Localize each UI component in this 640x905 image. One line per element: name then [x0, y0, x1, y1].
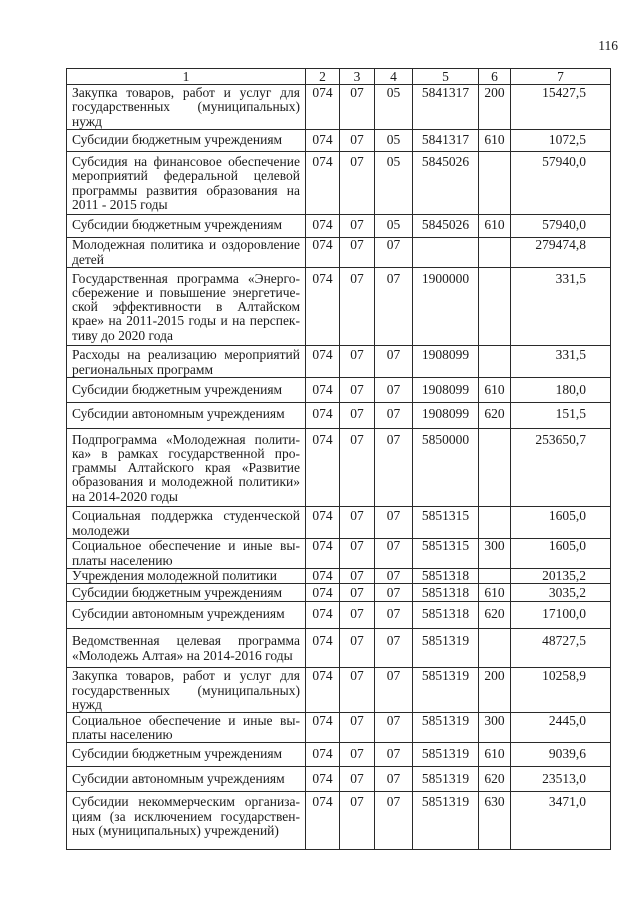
cell-section: 07 [340, 792, 375, 850]
cell-subsection: 07 [375, 584, 413, 602]
cell-expense-type [479, 268, 511, 346]
cell-text-line: региональных программ [72, 361, 213, 377]
cell-section: 07 [340, 85, 375, 130]
cell-text-line: программы развития образования на [72, 182, 300, 198]
cell-expense-name [67, 507, 306, 539]
column-header: 7 [511, 69, 611, 85]
cell-text-line: сбережение и повышение энергетиче- [72, 284, 300, 300]
cell-amount: 48727,5 [511, 629, 611, 668]
cell-text-line: мероприятий федеральной целевой [72, 168, 300, 184]
cell-text-line: молодежи [72, 522, 130, 538]
cell-section: 07 [340, 507, 375, 539]
cell-text-line: нужд [72, 696, 102, 712]
cell-target-item: 5851319 [413, 743, 479, 767]
table-header [67, 69, 611, 85]
cell-expense-type: 610 [479, 215, 511, 238]
table-row [67, 378, 611, 403]
cell-expense-name [67, 268, 306, 346]
cell-expense-name [67, 238, 306, 268]
budget-table [66, 68, 611, 850]
cell-ministry: 074 [306, 130, 340, 152]
cell-expense-type [479, 629, 511, 668]
cell-text-line: Субсидии бюджетным учреждениям [72, 217, 283, 232]
column-header: 2 [306, 69, 340, 85]
cell-expense-name [67, 743, 306, 767]
cell-text-line: Субсидии автономным учреждениям [72, 406, 285, 421]
cell-expense-name [67, 668, 306, 713]
table-row [67, 507, 611, 539]
cell-target-item: 5851319 [413, 668, 479, 713]
cell-ministry: 074 [306, 238, 340, 268]
cell-amount: 3035,2 [511, 584, 611, 602]
table-row [67, 668, 611, 713]
cell-subsection: 07 [375, 403, 413, 429]
cell-text-line: детей [72, 251, 104, 267]
cell-text-line: Учреждения молодежной политики [72, 568, 277, 583]
cell-expense-type: 630 [479, 792, 511, 850]
cell-text-line: Субсидии бюджетным учреждениям [72, 132, 283, 147]
cell-text-line: Субсидия на финансовое обеспечение [72, 154, 300, 169]
cell-subsection: 07 [375, 346, 413, 378]
cell-ministry: 074 [306, 767, 340, 792]
cell-expense-type: 610 [479, 130, 511, 152]
cell-section: 07 [340, 238, 375, 268]
cell-expense-name [67, 152, 306, 215]
column-header: 4 [375, 69, 413, 85]
cell-expense-name [67, 713, 306, 743]
cell-subsection: 07 [375, 668, 413, 713]
cell-ministry: 074 [306, 403, 340, 429]
cell-text-line: платы населению [72, 726, 173, 742]
table-row [67, 792, 611, 850]
cell-ministry: 074 [306, 152, 340, 215]
cell-subsection: 05 [375, 152, 413, 215]
cell-amount: 23513,0 [511, 767, 611, 792]
cell-subsection: 07 [375, 507, 413, 539]
cell-text-line: на 2014-2020 годы [72, 488, 178, 504]
cell-text-line: нужд [72, 113, 102, 129]
cell-section: 07 [340, 584, 375, 602]
cell-ministry: 074 [306, 743, 340, 767]
cell-expense-name [67, 629, 306, 668]
cell-target-item: 5841317 [413, 85, 479, 130]
cell-ministry: 074 [306, 378, 340, 403]
cell-section: 07 [340, 152, 375, 215]
cell-target-item: 5851319 [413, 713, 479, 743]
cell-subsection: 07 [375, 539, 413, 569]
cell-text-line: ка» в рамках государственной про- [72, 445, 300, 461]
cell-text-line: Социальное обеспечение и иные вы- [72, 538, 300, 554]
column-header: 1 [67, 69, 306, 85]
cell-expense-type [479, 152, 511, 215]
cell-expense-name [67, 569, 306, 584]
page-number: 116 [598, 38, 618, 53]
cell-section: 07 [340, 268, 375, 346]
table-row [67, 215, 611, 238]
table-row [67, 346, 611, 378]
table-header-row [67, 69, 611, 85]
cell-ministry: 074 [306, 346, 340, 378]
table-row [67, 713, 611, 743]
cell-subsection: 05 [375, 215, 413, 238]
cell-text-line: ской эффективности в Алтайском [72, 299, 300, 315]
cell-section: 07 [340, 215, 375, 238]
cell-section: 07 [340, 569, 375, 584]
cell-expense-type [479, 429, 511, 507]
cell-subsection: 05 [375, 85, 413, 130]
cell-text-line: Государственная программа «Энерго- [72, 270, 300, 286]
cell-expense-name [67, 429, 306, 507]
cell-subsection: 07 [375, 629, 413, 668]
cell-section: 07 [340, 743, 375, 767]
cell-section: 07 [340, 429, 375, 507]
table-row [67, 268, 611, 346]
cell-expense-type [479, 507, 511, 539]
table-row [67, 152, 611, 215]
cell-amount: 20135,2 [511, 569, 611, 584]
table-row [67, 403, 611, 429]
cell-text-line: платы населению [72, 552, 173, 568]
cell-expense-name [67, 346, 306, 378]
cell-expense-type [479, 346, 511, 378]
column-header: 5 [413, 69, 479, 85]
cell-amount: 9039,6 [511, 743, 611, 767]
cell-text-line: Субсидии бюджетным учреждениям [72, 745, 283, 761]
table-row [67, 85, 611, 130]
table-row [67, 238, 611, 268]
cell-section: 07 [340, 767, 375, 792]
cell-expense-name [67, 403, 306, 429]
cell-text-line: крае» на 2011-2015 годы и на перспек- [72, 313, 300, 329]
cell-text-line: «Молодежь Алтая» на 2014-2016 годы [72, 647, 293, 663]
cell-text-line: Подпрограмма «Молодежная полити- [72, 431, 300, 447]
cell-subsection: 07 [375, 743, 413, 767]
cell-ministry: 074 [306, 713, 340, 743]
cell-target-item: 5851318 [413, 584, 479, 602]
cell-target-item: 1900000 [413, 268, 479, 346]
cell-target-item: 5851319 [413, 792, 479, 850]
cell-text-line: Субсидии автономным учреждениям [72, 606, 285, 622]
cell-section: 07 [340, 668, 375, 713]
cell-amount: 10258,9 [511, 668, 611, 713]
cell-text-line: ных (муниципальных) учреждений) [72, 822, 279, 838]
cell-ministry: 074 [306, 539, 340, 569]
table-row [67, 569, 611, 584]
table-row [67, 429, 611, 507]
cell-section: 07 [340, 403, 375, 429]
cell-expense-type: 610 [479, 378, 511, 403]
cell-amount: 331,5 [511, 268, 611, 346]
cell-amount: 15427,5 [511, 85, 611, 130]
cell-ministry: 074 [306, 584, 340, 602]
cell-text-line: Закупка товаров, работ и услуг для [72, 668, 300, 684]
cell-text-line: Закупка товаров, работ и услуг для [72, 85, 300, 100]
cell-ministry: 074 [306, 569, 340, 584]
table-row [67, 130, 611, 152]
cell-text-line: Расходы на реализацию мероприятий [72, 347, 300, 363]
cell-expense-name [67, 85, 306, 130]
cell-amount: 1072,5 [511, 130, 611, 152]
cell-section: 07 [340, 346, 375, 378]
cell-expense-name [67, 539, 306, 569]
cell-text-line: Субсидии некоммерческим организа- [72, 794, 300, 810]
cell-section: 07 [340, 378, 375, 403]
cell-target-item: 5841317 [413, 130, 479, 152]
cell-target-item: 5851319 [413, 767, 479, 792]
cell-target-item: 5851318 [413, 569, 479, 584]
cell-section: 07 [340, 713, 375, 743]
cell-target-item: 1908099 [413, 346, 479, 378]
cell-subsection: 07 [375, 569, 413, 584]
cell-subsection: 07 [375, 792, 413, 850]
cell-ministry: 074 [306, 507, 340, 539]
cell-target-item [413, 238, 479, 268]
cell-text-line: образования и молодежной политики» [72, 474, 300, 490]
cell-subsection: 07 [375, 238, 413, 268]
cell-amount: 57940,0 [511, 215, 611, 238]
cell-amount: 253650,7 [511, 429, 611, 507]
cell-ministry: 074 [306, 429, 340, 507]
cell-amount: 331,5 [511, 346, 611, 378]
cell-amount: 180,0 [511, 378, 611, 403]
cell-expense-type: 620 [479, 602, 511, 629]
table-row [67, 767, 611, 792]
cell-ministry: 074 [306, 792, 340, 850]
cell-subsection: 07 [375, 378, 413, 403]
cell-expense-name [67, 215, 306, 238]
cell-target-item: 5851315 [413, 507, 479, 539]
cell-amount: 151,5 [511, 403, 611, 429]
cell-subsection: 05 [375, 130, 413, 152]
cell-amount: 1605,0 [511, 539, 611, 569]
cell-expense-name [67, 767, 306, 792]
cell-expense-type: 300 [479, 539, 511, 569]
cell-section: 07 [340, 602, 375, 629]
cell-expense-type: 610 [479, 584, 511, 602]
cell-amount: 1605,0 [511, 507, 611, 539]
cell-expense-name [67, 584, 306, 602]
table-row [67, 539, 611, 569]
cell-text-line: Субсидии бюджетным учреждениям [72, 585, 283, 601]
cell-target-item: 1908099 [413, 403, 479, 429]
cell-section: 07 [340, 130, 375, 152]
cell-subsection: 07 [375, 713, 413, 743]
cell-expense-type: 620 [479, 767, 511, 792]
table-row [67, 584, 611, 602]
cell-target-item: 5851315 [413, 539, 479, 569]
cell-target-item: 5845026 [413, 152, 479, 215]
cell-amount: 279474,8 [511, 238, 611, 268]
cell-expense-type: 300 [479, 713, 511, 743]
table-body [67, 85, 611, 850]
cell-target-item: 5851318 [413, 602, 479, 629]
cell-text-line: Субсидии автономным учреждениям [72, 770, 285, 786]
cell-amount: 2445,0 [511, 713, 611, 743]
cell-section: 07 [340, 629, 375, 668]
cell-target-item: 5850000 [413, 429, 479, 507]
cell-expense-type: 620 [479, 403, 511, 429]
cell-ministry: 074 [306, 268, 340, 346]
column-header: 3 [340, 69, 375, 85]
table-row [67, 743, 611, 767]
column-header: 6 [479, 69, 511, 85]
cell-ministry: 074 [306, 602, 340, 629]
cell-text-line: Социальное обеспечение и иные вы- [72, 712, 300, 728]
table-row [67, 629, 611, 668]
cell-expense-type: 200 [479, 668, 511, 713]
cell-text-line: тиву до 2020 года [72, 327, 173, 343]
cell-subsection: 07 [375, 602, 413, 629]
cell-amount: 3471,0 [511, 792, 611, 850]
cell-ministry: 074 [306, 85, 340, 130]
cell-expense-name [67, 792, 306, 850]
cell-expense-name [67, 378, 306, 403]
cell-text-line: граммы Алтайского края «Развитие [72, 460, 300, 476]
cell-expense-name [67, 130, 306, 152]
cell-target-item: 5851319 [413, 629, 479, 668]
cell-text-line: государственных (муниципальных) [72, 682, 300, 698]
cell-ministry: 074 [306, 668, 340, 713]
cell-text-line: Субсидии бюджетным учреждениям [72, 382, 283, 397]
cell-expense-name [67, 602, 306, 629]
cell-text-line: государственных (муниципальных) [72, 99, 300, 115]
cell-ministry: 074 [306, 215, 340, 238]
cell-ministry: 074 [306, 629, 340, 668]
table-row [67, 602, 611, 629]
cell-section: 07 [340, 539, 375, 569]
cell-text-line: Социальная поддержка студенческой [72, 508, 300, 524]
cell-text-line: Молодежная политика и оздоровление [72, 237, 300, 253]
cell-amount: 57940,0 [511, 152, 611, 215]
cell-target-item: 1908099 [413, 378, 479, 403]
cell-subsection: 07 [375, 429, 413, 507]
cell-text-line: Ведомственная целевая программа [72, 633, 300, 649]
cell-target-item: 5845026 [413, 215, 479, 238]
cell-text-line: 2011 - 2015 годы [72, 196, 168, 212]
cell-expense-type: 200 [479, 85, 511, 130]
cell-subsection: 07 [375, 767, 413, 792]
cell-subsection: 07 [375, 268, 413, 346]
cell-expense-type [479, 569, 511, 584]
cell-expense-type [479, 238, 511, 268]
cell-amount: 17100,0 [511, 602, 611, 629]
cell-expense-type: 610 [479, 743, 511, 767]
cell-text-line: циям (за исключением государствен- [72, 808, 300, 824]
